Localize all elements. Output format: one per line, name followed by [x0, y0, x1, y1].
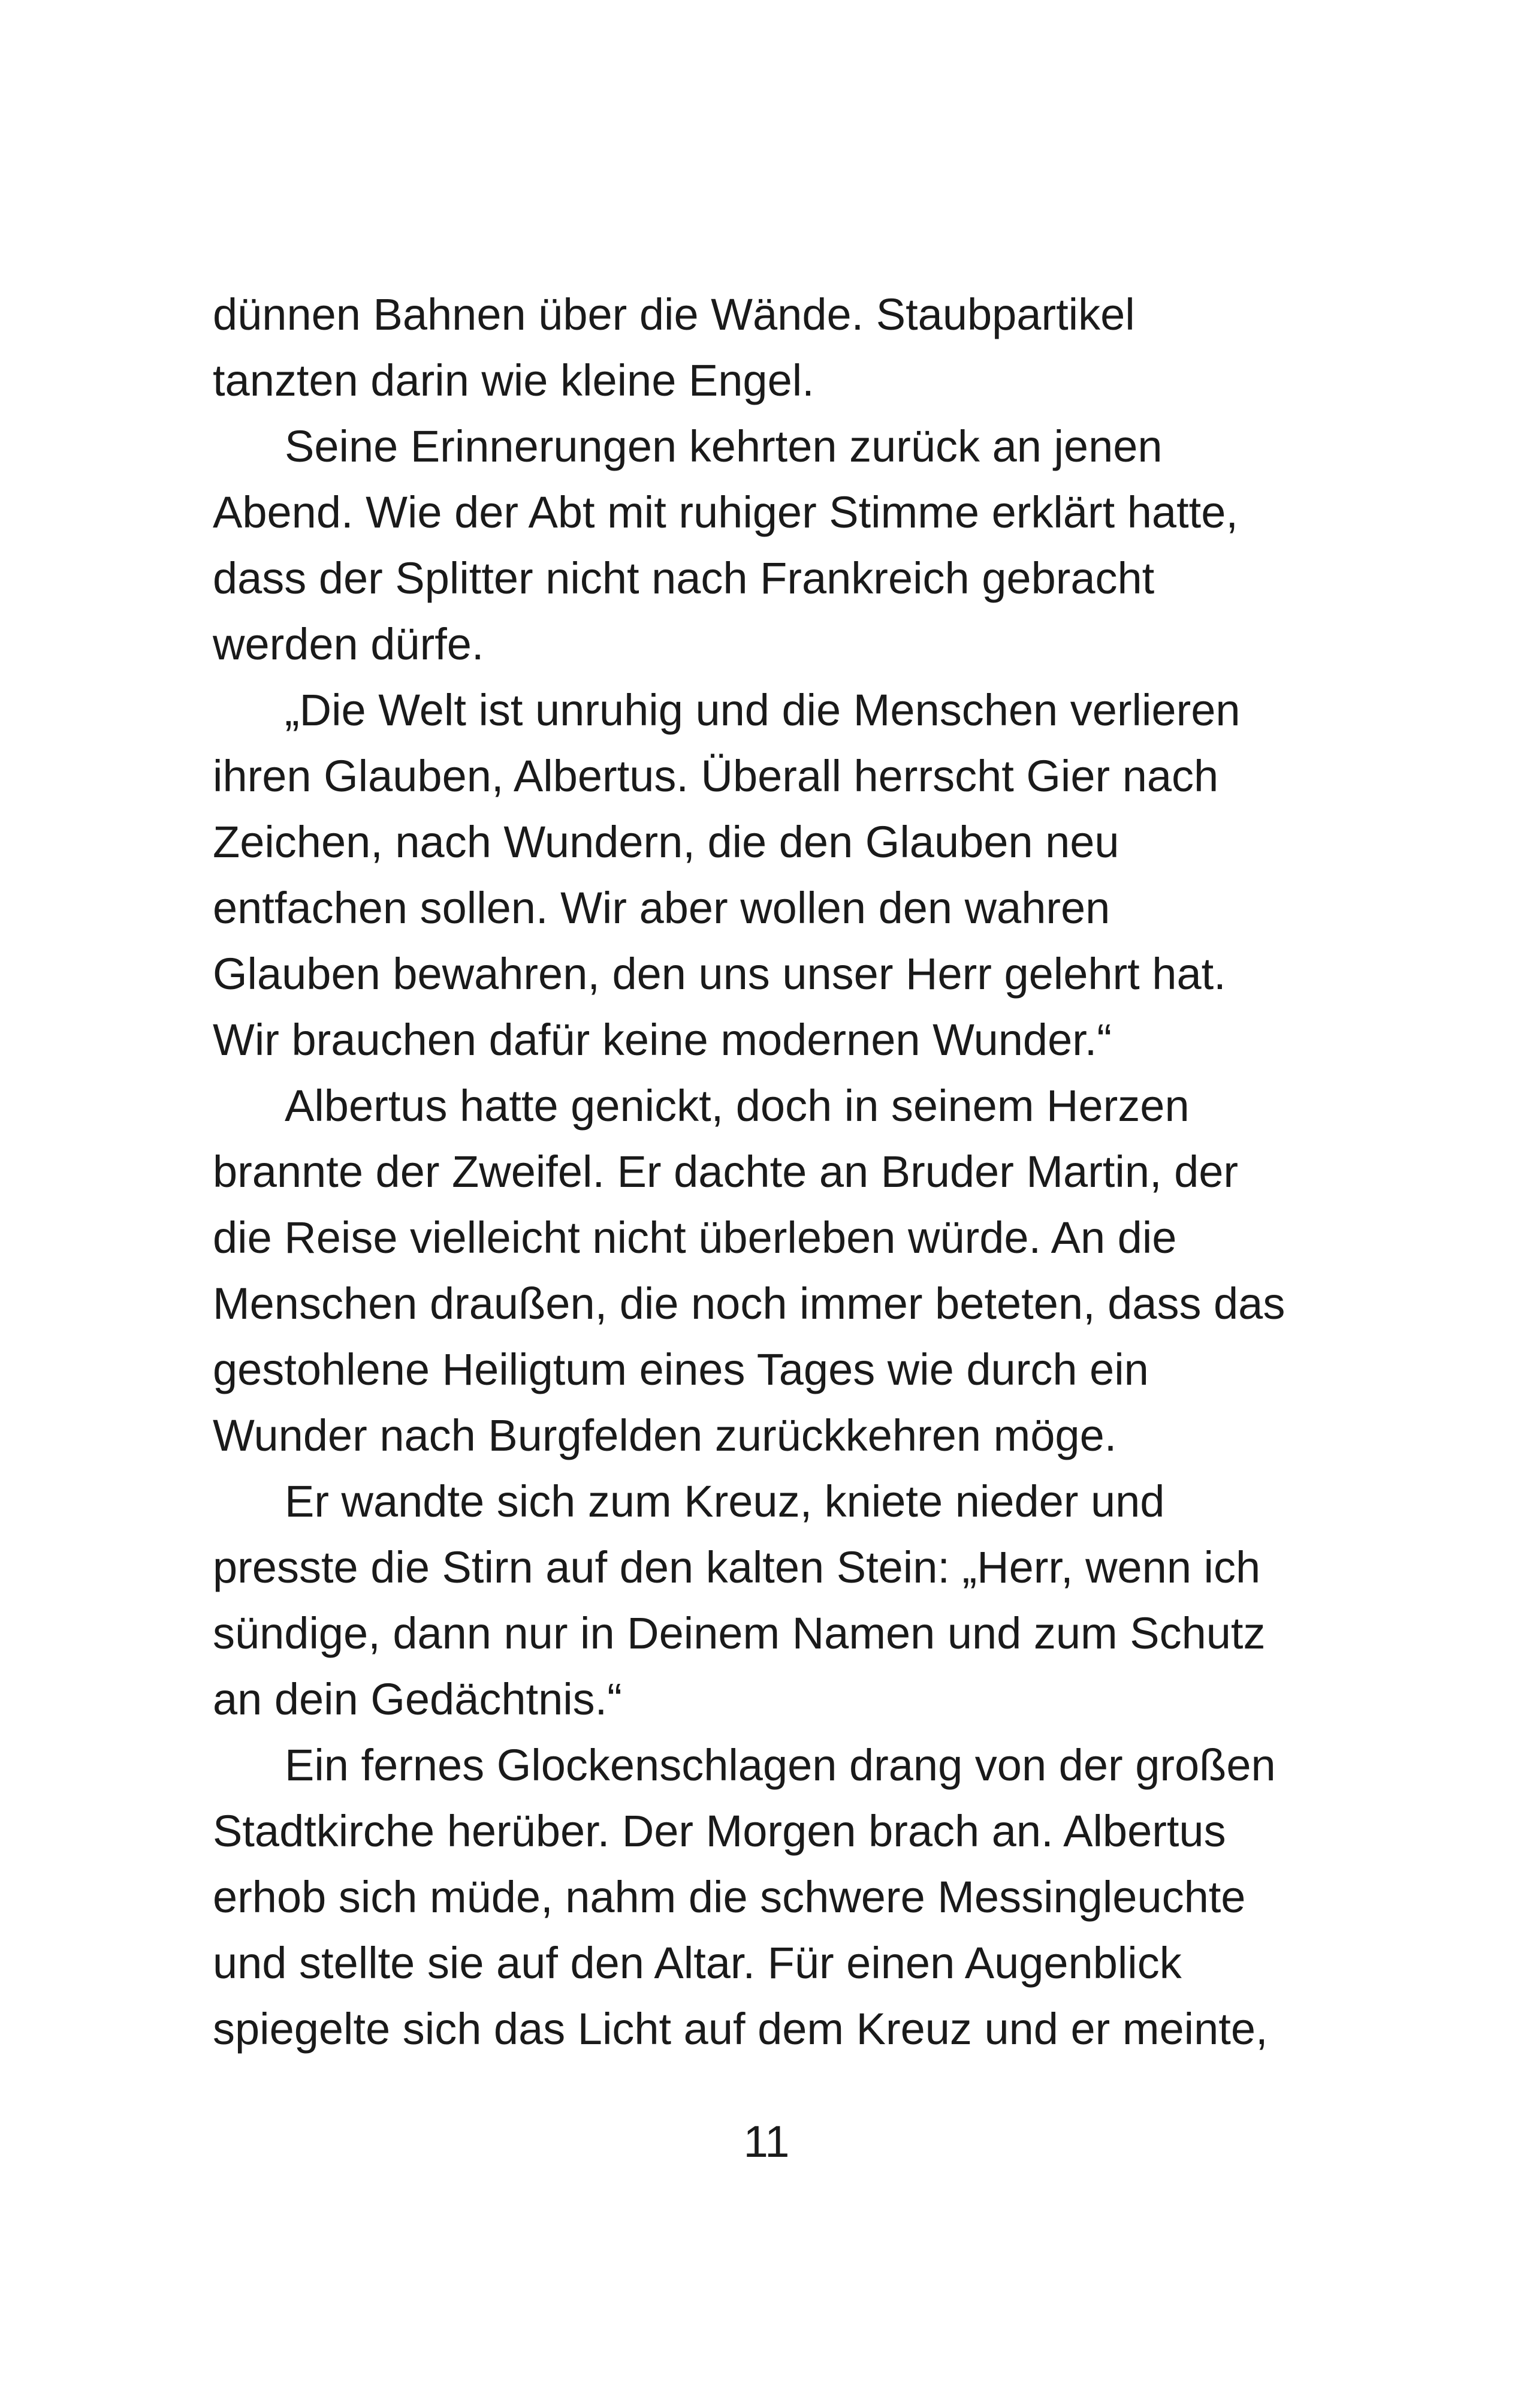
text-line: Er wandte sich zum Kreuz, kniete nieder und — [285, 1476, 1165, 1526]
text-line: dünnen Bahnen über die Wände. Staubpartikel — [213, 290, 1135, 339]
text-line: dass der Splitter nicht nach Frankreich gebracht — [213, 553, 1155, 603]
body-text — [213, 282, 1339, 2062]
text-line: die Reise vielleicht nicht überleben würde. An die — [213, 1213, 1177, 1262]
text-line: Wunder nach Burgfelden zurückkehren möge. — [213, 1411, 1117, 1460]
text-line: und stellte sie auf den Altar. Für einen Augenblick — [213, 1938, 1182, 1988]
text-line: Menschen draußen, die noch immer beteten, dass das — [213, 1279, 1285, 1328]
text-line: Albertus hatte genickt, doch in seinem Herzen — [285, 1081, 1190, 1131]
text-line: presste die Stirn auf den kalten Stein: „Herr, wenn ich — [213, 1542, 1261, 1592]
text-line: tanzten darin wie kleine Engel. — [213, 355, 814, 405]
text-line: Zeichen, nach Wundern, die den Glauben neu — [213, 817, 1119, 867]
page-number: 11 — [743, 2117, 790, 2166]
text-line: gestohlene Heiligtum eines Tages wie durch ein — [213, 1345, 1149, 1394]
text-line: ihren Glauben, Albertus. Überall herrscht Gier nach — [213, 751, 1219, 801]
text-line: „Die Welt ist unruhig und die Menschen verlieren — [285, 685, 1241, 735]
text-line: spiegelte sich das Licht auf dem Kreuz und er meinte, — [213, 2004, 1268, 2054]
text-line: sündige, dann nur in Deinem Namen und zum Schutz — [213, 1608, 1266, 1658]
text-line: Glauben bewahren, den uns unser Herr gelehrt hat. — [213, 949, 1226, 999]
text-line: erhob sich müde, nahm die schwere Messingleuchte — [213, 1872, 1246, 1922]
text-line: an dein Gedächtnis.“ — [213, 1674, 622, 1724]
text-line: Seine Erinnerungen kehrten zurück an jenen — [285, 421, 1163, 471]
text-line: Wir brauchen dafür keine modernen Wunder.“ — [213, 1015, 1112, 1065]
text-line: werden dürfe. — [213, 619, 484, 669]
text-line: Ein fernes Glockenschlagen drang von der großen — [285, 1740, 1276, 1790]
text-line: entfachen sollen. Wir aber wollen den wahren — [213, 883, 1110, 933]
text-line: Abend. Wie der Abt mit ruhiger Stimme erklärt hatte, — [213, 487, 1238, 537]
text-line: brannte der Zweifel. Er dachte an Bruder Martin, der — [213, 1147, 1239, 1197]
text-line: Stadtkirche herüber. Der Morgen brach an. Albertus — [213, 1806, 1226, 1856]
